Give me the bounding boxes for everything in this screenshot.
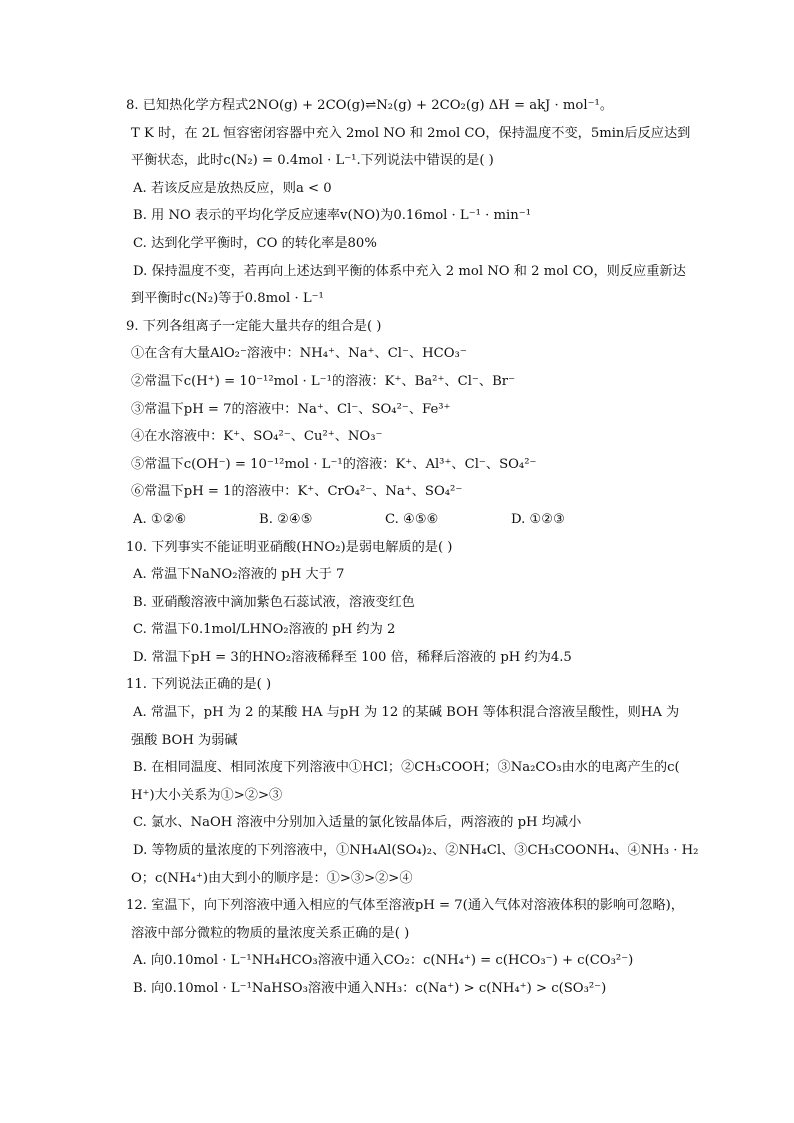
option-b: B. 用 NO 表示的平均化学反应速率v(NO)为0.16mol · L⁻¹ · min⁻¹ — [133, 208, 531, 224]
condition-item-6: ⑥常温下pH = 1的溶液中：K⁺、CrO₄²⁻、Na⁺、SO₄²⁻ — [131, 484, 463, 500]
condition-item-1: ①在含有大量AlO₂⁻溶液中：NH₄⁺、Na⁺、Cl⁻、HCO₃⁻ — [131, 346, 467, 362]
option-c: C. 常温下0.1mol/LHNO₂溶液的 pH 约为 2 — [133, 622, 396, 638]
condition-item-4: ④在水溶液中：K⁺、SO₄²⁻、Cu²⁺、NO₃⁻ — [131, 429, 383, 445]
question-10 — [126, 534, 794, 672]
question-11 — [126, 671, 794, 892]
question-stem-line: 8. 已知热化学方程式2NO(g) + 2CO(g)⇌N₂(g) + 2CO₂(g) ΔH = akJ · mol⁻¹。 — [126, 98, 614, 113]
option-a-continued: 强酸 BOH 为弱碱 — [131, 732, 238, 748]
option-b: B. ②④⑤ — [259, 511, 313, 527]
option-b: B. 向0.10mol · L⁻¹NaHSO₃溶液中通入NH₃：c(Na⁺) > c(NH₄⁺) > c(SO₃²⁻) — [133, 981, 607, 996]
option-c: C. 达到化学平衡时，CO 的转化率是80% — [133, 235, 377, 251]
option-a: A. 若该反应是放热反应，则a < 0 — [133, 180, 332, 196]
question-stem-line: 11. 下列说法正确的是( ) — [126, 677, 272, 693]
option-d-continued: O；c(NH₄⁺)由大到小的顺序是：①>③>②>④ — [131, 870, 413, 886]
option-a: A. 常温下NaNO₂溶液的 pH 大于 7 — [133, 567, 345, 583]
option-d: D. 常温下pH = 3的HNO₂溶液稀释至 100 倍，稀释后溶液的 pH 约为4.5 — [133, 649, 572, 665]
question-stem-line: 10. 下列事实不能证明亚硝酸(HNO₂)是弱电解质的是( ) — [126, 539, 453, 555]
question-9 — [126, 313, 794, 534]
option-a: A. 常温下，pH 为 2 的某酸 HA 与pH 为 12 的某碱 BOH 等体积混合溶液呈酸性，则HA 为 — [133, 705, 680, 721]
option-c: C. ④⑤⑥ — [385, 511, 439, 527]
condition-item-2: ②常温下c(H⁺) = 10⁻¹²mol · L⁻¹的溶液：K⁺、Ba²⁺、Cl⁻、Br⁻ — [131, 373, 516, 389]
option-row — [131, 506, 794, 534]
option-d: D. 等物质的量浓度的下列溶液中，①NH₄Al(SO₄)₂、②NH₄Cl、③CH₃COONH₄、④NH₃ · H₂ — [133, 843, 699, 859]
condition-item-3: ③常温下pH = 7的溶液中：Na⁺、Cl⁻、SO₄²⁻、Fe³⁺ — [131, 401, 451, 417]
question-12 — [126, 892, 794, 1002]
question-stem-line: 平衡状态，此时c(N₂) = 0.4mol · L⁻¹.下列说法中错误的是( ) — [131, 153, 494, 169]
option-b: B. 亚硝酸溶液中滴加紫色石蕊试液，溶液变红色 — [133, 594, 415, 610]
option-d-continued: 到平衡时c(N₂)等于0.8mol · L⁻¹ — [131, 291, 324, 307]
question-stem-line: 溶液中部分微粒的物质的量浓度关系正确的是( ) — [131, 925, 410, 941]
option-b-continued: H⁺)大小关系为①>②>③ — [131, 787, 283, 803]
option-c: C. 氯水、NaOH 溶液中分别加入适量的氯化铵晶体后，两溶液的 pH 均减小 — [133, 815, 582, 831]
option-a: A. ①②⑥ — [133, 511, 187, 527]
question-stem-line: 9. 下列各组离子一定能大量共存的组合是( ) — [126, 318, 382, 334]
question-stem-line: T K 时，在 2L 恒容密闭容器中充入 2mol NO 和 2mol CO，保持温度不变，5min后反应达到 — [131, 125, 691, 141]
question-stem-line: 12. 室温下，向下列溶液中通入相应的气体至溶液pH = 7(通入气体对溶液体积的影响可忽略)， — [126, 898, 684, 914]
option-a: A. 向0.10mol · L⁻¹NH₄HCO₃溶液中通入CO₂：c(NH₄⁺) = c(HCO₃⁻) + c(CO₃²⁻) — [133, 953, 634, 969]
option-d: D. ①②③ — [511, 511, 565, 527]
option-b: B. 在相同温度、相同浓度下列溶液中①HCl；②CH₃COOH；③Na₂CO₃由水的电离产生的c( — [133, 760, 680, 776]
question-8 — [126, 92, 794, 313]
option-d: D. 保持温度不变，若再向上述达到平衡的体系中充入 2 mol NO 和 2 mol CO，则反应重新达 — [133, 263, 686, 279]
condition-item-5: ⑤常温下c(OH⁻) = 10⁻¹²mol · L⁻¹的溶液：K⁺、Al³⁺、Cl⁻、SO₄²⁻ — [131, 456, 537, 472]
